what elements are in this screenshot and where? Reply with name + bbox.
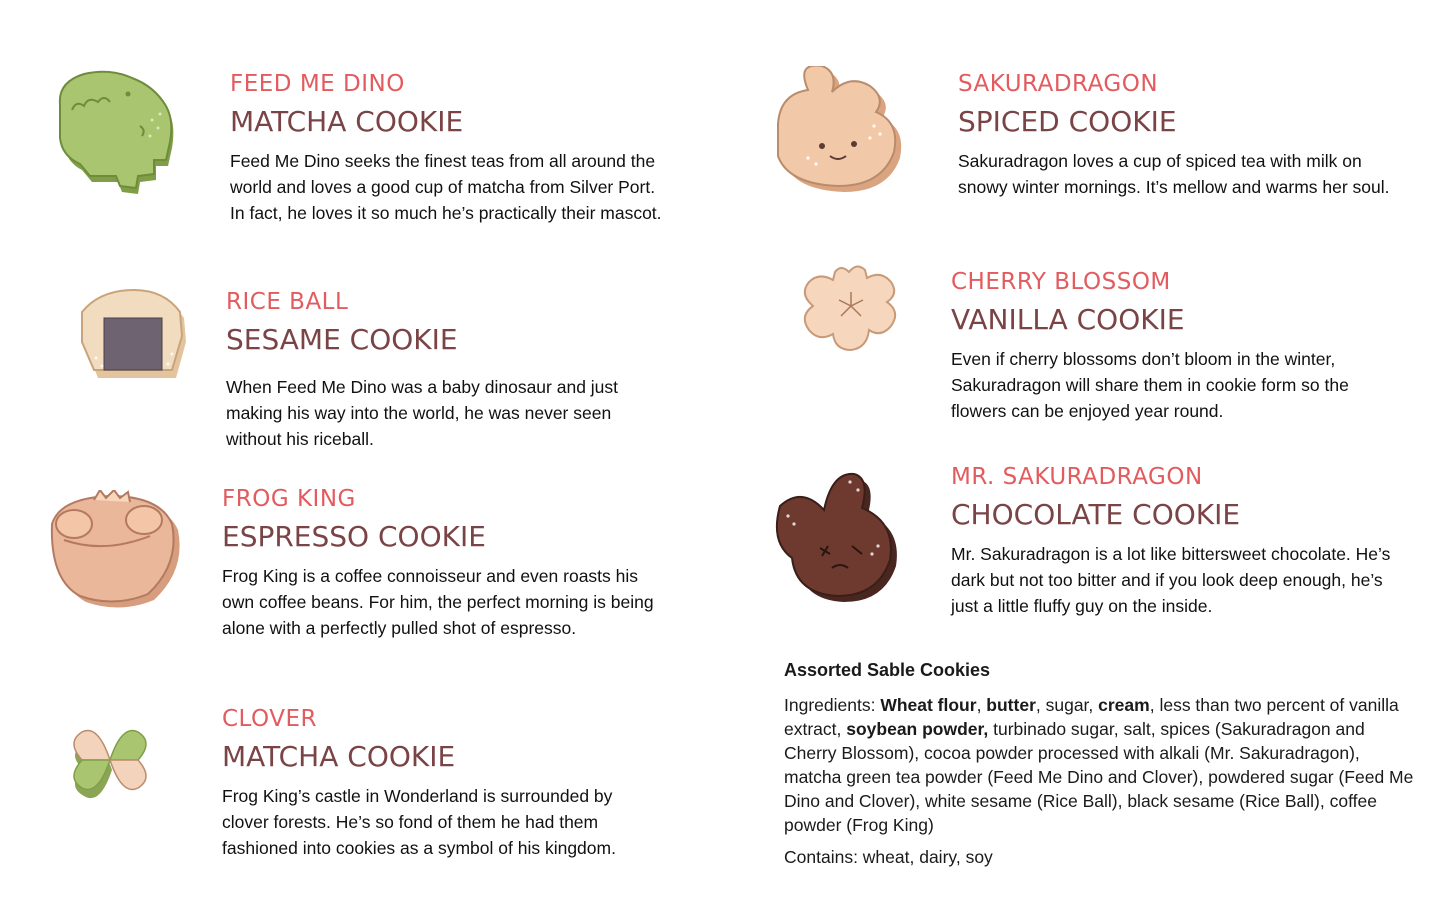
allergen-soy: soybean powder, [846, 719, 989, 739]
cookie-flavor: SESAME COOKIE [226, 323, 458, 356]
ingredients-rest: turbinado sugar, salt, spices (Sakuradragon and Cherry Blossom), cocoa powder processed with alkali (Mr. Sakuradragon), matcha green tea powder (Feed Me Dino and Clover), powdered sugar (Feed Me Dino and Clover), white sesame (Rice Ball), black sesame (Rice Ball), coffee powder (Frog King) [784, 719, 1414, 835]
clover-cookie-icon [66, 722, 158, 808]
mr-sakuradragon-cookie-icon [772, 468, 922, 608]
cookie-description: Frog King is a coffee connoisseur and even roasts his own coffee beans. For him, the perfect morning is being alone with a perfectly pulled shot of espresso. [222, 566, 654, 638]
cookie-description: Even if cherry blossoms don’t bloom in the winter, Sakuradragon will share them in cookie form so the flowers can be enjoyed year round. [951, 349, 1349, 421]
cookie-entry [951, 463, 1401, 619]
ingredients-sep: , sugar, [1035, 695, 1099, 715]
character-name: FEED ME DINO [230, 71, 405, 97]
character-name: CHERRY BLOSSOM [951, 269, 1171, 295]
cookie-flavor: SPICED COOKIE [958, 105, 1177, 138]
ingredients-sep: , less than two percent of vanilla extract, [784, 695, 1399, 739]
ingredients-title: Assorted Sable Cookies [784, 660, 991, 680]
character-name: MR. SAKURADRAGON [951, 464, 1203, 490]
cookie-entry [222, 485, 662, 641]
character-name: FROG KING [222, 486, 356, 512]
cookie-entry [226, 288, 666, 452]
frog-cookie-icon [44, 490, 194, 615]
ingredients-list [784, 693, 1414, 837]
cookie-flavor: MATCHA COOKIE [222, 740, 456, 773]
ingredients-prefix: Ingredients: [784, 695, 881, 715]
cherry-blossom-cookie-icon [795, 262, 905, 358]
character-name: CLOVER [222, 706, 317, 732]
cookie-description: When Feed Me Dino was a baby dinosaur and just making his way into the world, he was never seen without his riceball. [226, 377, 619, 449]
cookie-flavor: CHOCOLATE COOKIE [951, 498, 1241, 531]
cookie-entry [951, 268, 1401, 424]
allergen-cream: cream [1098, 695, 1150, 715]
dino-cookie-icon [52, 70, 202, 200]
riceball-cookie-icon [76, 288, 196, 388]
cookie-entry [958, 70, 1408, 200]
cookie-entry [230, 70, 670, 226]
cookie-flavor: ESPRESSO COOKIE [222, 520, 486, 553]
cookie-description: Feed Me Dino seeks the finest teas from all around the world and loves a good cup of matcha from Silver Port. In fact, he loves it so much he’s practically their mascot. [230, 151, 662, 223]
character-name: SAKURADRAGON [958, 71, 1159, 97]
cookie-description: Mr. Sakuradragon is a lot like bittersweet chocolate. He’s dark but not too bitter and if you look deep enough, he’s just a little fluffy guy on the inside. [951, 544, 1391, 616]
ingredients-panel [784, 660, 1414, 868]
cookie-flavor: MATCHA COOKIE [230, 105, 464, 138]
cookie-flavor: VANILLA COOKIE [951, 303, 1185, 336]
cookie-entry [222, 705, 662, 861]
allergen-butter: butter [986, 695, 1036, 715]
ingredients-sep: , [976, 695, 987, 715]
cookie-description: Frog King’s castle in Wonderland is surrounded by clover forests. He’s so fond of them he had them fashioned into cookies as a symbol of his kingdom. [222, 786, 616, 858]
sakuradragon-cookie-icon [772, 66, 922, 196]
cookie-description: Sakuradragon loves a cup of spiced tea with milk on snowy winter mornings. It’s mellow and warms her soul. [958, 151, 1390, 197]
allergen-wheat: Wheat flour [880, 695, 977, 715]
allergen-statement: Contains: wheat, dairy, soy [784, 847, 993, 867]
character-name: RICE BALL [226, 289, 349, 315]
